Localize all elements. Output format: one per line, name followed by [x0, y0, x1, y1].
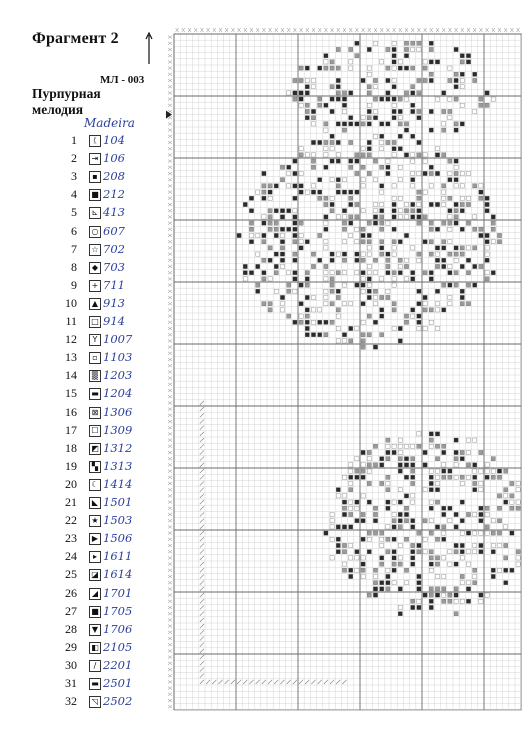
legend-number: 22	[65, 513, 77, 528]
legend-symbol-icon: ◧	[89, 642, 101, 654]
legend-number: 3	[71, 169, 77, 184]
legend-thread-code: 1705	[103, 603, 133, 618]
legend-number: 19	[65, 458, 77, 473]
legend-thread-code: 703	[103, 259, 125, 274]
legend-number: 20	[65, 476, 77, 491]
legend-number: 21	[65, 495, 77, 509]
legend-thread-code: 1007	[103, 332, 133, 347]
legend-thread-code: 2502	[103, 694, 133, 709]
legend-symbol-icon: ★	[89, 515, 101, 527]
legend-item	[0, 259, 165, 277]
legend-thread-code: 711	[103, 277, 125, 292]
legend-number: 18	[65, 440, 77, 455]
legend-item	[0, 132, 165, 150]
legend-number: 16	[65, 404, 77, 419]
legend-number: 2	[71, 151, 77, 166]
legend-symbol-icon: ◹	[89, 696, 101, 708]
legend-thread-code: 914	[103, 314, 125, 328]
legend-symbol-icon: ◩	[89, 443, 101, 455]
legend-item	[0, 675, 165, 693]
legend-thread-code: 607	[103, 223, 125, 238]
legend-item	[0, 621, 165, 639]
legend-thread-code: 1306	[103, 404, 133, 419]
legend-item	[0, 223, 165, 241]
legend-item	[0, 639, 165, 657]
legend-thread-code: 2105	[103, 639, 133, 654]
legend-item	[0, 530, 165, 548]
legend-symbol-icon: ⊠	[89, 407, 101, 419]
legend-item	[0, 186, 165, 204]
legend-item	[0, 277, 165, 295]
legend-item	[0, 367, 165, 385]
legend-symbol-icon: ▶	[89, 533, 101, 545]
legend-number: 25	[65, 567, 77, 582]
legend-number: 11	[65, 314, 77, 328]
legend-item	[0, 657, 165, 675]
legend-symbol-icon: ▲	[89, 298, 101, 310]
legend-item	[0, 295, 165, 313]
legend-thread-code: 1506	[103, 531, 133, 546]
legend-item	[0, 168, 165, 186]
legend-number: 26	[65, 585, 77, 600]
legend-number: 6	[71, 223, 77, 238]
legend-number: 12	[65, 332, 77, 347]
legend-symbol-icon: □	[89, 316, 101, 328]
legend-number: 28	[65, 621, 77, 636]
legend-header: Madeira	[84, 116, 135, 130]
legend-item	[0, 585, 165, 603]
legend-item	[0, 476, 165, 494]
legend-number: 17	[65, 422, 77, 437]
legend-thread-code: 1103	[103, 350, 133, 365]
legend-item	[0, 404, 165, 422]
legend-thread-code: 1503	[103, 513, 133, 528]
legend-symbol-icon: ◣	[89, 497, 101, 509]
legend-item	[0, 566, 165, 584]
legend-item	[0, 693, 165, 711]
legend-symbol-icon: ▬	[89, 388, 101, 400]
page-title: Фрагмент 2	[32, 30, 119, 47]
legend-symbol-icon: ▫	[89, 352, 101, 364]
legend-symbol-icon: ■	[89, 189, 101, 201]
legend-symbol-icon: ☾	[89, 479, 101, 491]
legend-item	[0, 440, 165, 458]
legend-symbol-icon: ᛕ	[89, 135, 101, 147]
chart-subtitle: Пурпурная мелодия	[32, 86, 101, 117]
legend-symbol-icon: ⇥	[89, 153, 101, 165]
legend-symbol-icon: ⊾	[89, 207, 101, 219]
legend-thread-code: 1614	[103, 567, 133, 582]
legend-item	[0, 313, 165, 331]
legend-number: 31	[65, 676, 77, 690]
legend-thread-code: 212	[103, 187, 125, 202]
legend-number: 8	[71, 259, 77, 274]
legend-symbol-icon: ☆	[89, 244, 101, 256]
legend-thread-code: 1414	[103, 476, 133, 491]
legend-item	[0, 548, 165, 566]
legend-item	[0, 349, 165, 367]
legend-number: 24	[65, 549, 77, 564]
legend-symbol-icon: ▸	[89, 551, 101, 563]
row-marker-arrow-icon	[166, 111, 172, 119]
legend-symbol-icon: ■	[89, 606, 101, 618]
legend-thread-code: 1312	[103, 440, 133, 455]
legend-number: 30	[65, 657, 77, 672]
legend-thread-code: 1706	[103, 621, 133, 636]
legend-number: 29	[65, 639, 77, 654]
legend-item	[0, 150, 165, 168]
legend-symbol-icon: ☐	[89, 425, 101, 437]
cross-stitch-chart	[166, 26, 525, 711]
legend-symbol-icon: ∕	[89, 660, 101, 672]
chart-code: МЛ - 003	[100, 74, 145, 86]
legend-thread-code: 702	[103, 241, 125, 256]
legend-symbol-icon: ▚	[89, 461, 101, 473]
legend-thread-code: 1313	[103, 458, 133, 473]
legend-item	[0, 494, 165, 512]
legend-symbol-icon: ▼	[89, 624, 101, 636]
legend-number: 7	[71, 241, 77, 256]
legend-item	[0, 331, 165, 349]
legend-thread-code: 106	[103, 151, 125, 166]
legend-item	[0, 241, 165, 259]
legend-thread-code: 1501	[103, 495, 133, 509]
legend-symbol-icon: ▬	[89, 678, 101, 690]
legend-thread-code: 1204	[103, 386, 133, 401]
legend-number: 14	[65, 368, 77, 383]
legend-thread-code: 1309	[103, 422, 133, 437]
legend-number: 32	[65, 694, 77, 709]
legend-thread-code: 913	[103, 295, 125, 310]
legend-thread-code: 2201	[103, 657, 133, 672]
legend-thread-code: 2501	[103, 676, 133, 690]
legend-number: 27	[65, 603, 77, 618]
legend-number: 9	[71, 277, 77, 292]
up-arrow-icon	[145, 32, 153, 64]
legend-item	[0, 512, 165, 530]
legend-number: 5	[71, 205, 77, 220]
legend-number: 15	[65, 386, 77, 401]
legend-thread-code: 1611	[103, 549, 133, 564]
legend-symbol-icon: ○	[89, 226, 101, 238]
legend-item	[0, 422, 165, 440]
legend-item	[0, 458, 165, 476]
legend-thread-code: 413	[103, 205, 125, 220]
legend-number: 1	[71, 133, 77, 147]
legend-number: 13	[65, 350, 77, 365]
legend-thread-code: 1203	[103, 368, 133, 383]
legend-item	[0, 603, 165, 621]
legend-thread-code: 208	[103, 169, 125, 184]
legend-symbol-icon: ◆	[89, 262, 101, 274]
legend-symbol-icon: ▒	[89, 370, 101, 382]
legend-symbol-icon: ◢	[89, 588, 101, 600]
legend-number: 10	[65, 295, 77, 310]
legend-item	[0, 385, 165, 403]
legend-symbol-icon: Y	[89, 334, 101, 346]
legend-item	[0, 204, 165, 222]
legend-symbol-icon: +	[89, 280, 101, 292]
legend-symbol-icon: ▪	[89, 171, 101, 183]
legend-thread-code: 1701	[103, 585, 133, 600]
legend-thread-code: 104	[103, 133, 125, 147]
legend-number: 23	[65, 531, 77, 546]
legend-symbol-icon: ◪	[89, 569, 101, 581]
legend-number: 4	[71, 187, 77, 202]
